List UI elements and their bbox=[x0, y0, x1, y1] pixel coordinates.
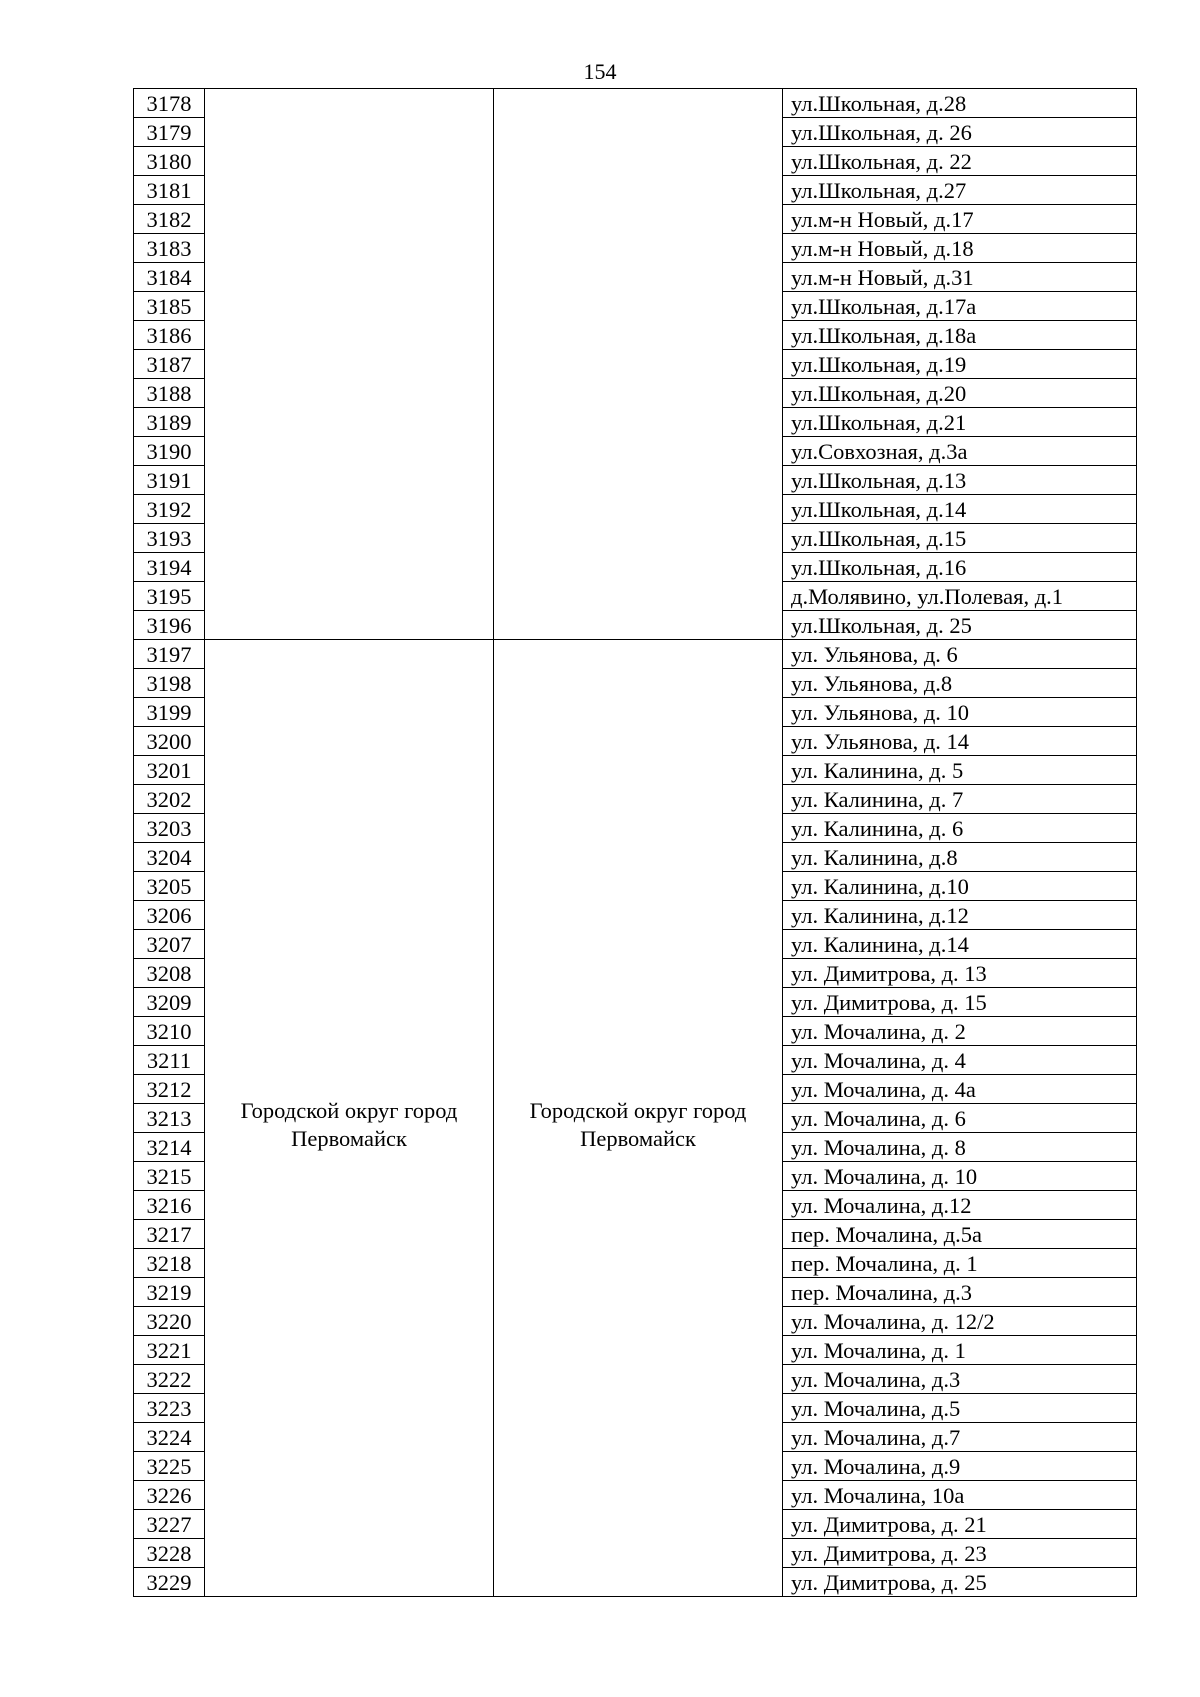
row-number-cell: 3210 bbox=[134, 1017, 205, 1046]
address-cell: ул.Школьная, д.13 bbox=[783, 466, 1137, 495]
address-cell: ул.Школьная, д. 22 bbox=[783, 147, 1137, 176]
row-number-cell: 3207 bbox=[134, 930, 205, 959]
row-number-cell: 3193 bbox=[134, 524, 205, 553]
address-cell: ул.Школьная, д.15 bbox=[783, 524, 1137, 553]
address-cell: ул. Мочалина, д. 1 bbox=[783, 1336, 1137, 1365]
address-cell: ул. Ульянова, д. 6 bbox=[783, 640, 1137, 669]
row-number-cell: 3201 bbox=[134, 756, 205, 785]
row-number-cell: 3211 bbox=[134, 1046, 205, 1075]
address-cell: ул. Мочалина, д. 6 bbox=[783, 1104, 1137, 1133]
row-number-cell: 3209 bbox=[134, 988, 205, 1017]
address-cell: ул.Совхозная, д.3а bbox=[783, 437, 1137, 466]
row-number-cell: 3221 bbox=[134, 1336, 205, 1365]
address-cell: ул.Школьная, д.21 bbox=[783, 408, 1137, 437]
row-number-cell: 3197 bbox=[134, 640, 205, 669]
row-number-cell: 3222 bbox=[134, 1365, 205, 1394]
row-number-cell: 3212 bbox=[134, 1075, 205, 1104]
address-cell: ул.Школьная, д.20 bbox=[783, 379, 1137, 408]
address-cell: д.Молявино, ул.Полевая, д.1 bbox=[783, 582, 1137, 611]
municipality-name: Городской округ город Первомайск bbox=[529, 1098, 747, 1151]
address-cell: ул. Мочалина, д. 12/2 bbox=[783, 1307, 1137, 1336]
row-number-cell: 3187 bbox=[134, 350, 205, 379]
address-cell: пер. Мочалина, д.5а bbox=[783, 1220, 1137, 1249]
address-cell: ул. Мочалина, д.5 bbox=[783, 1394, 1137, 1423]
address-cell: ул. Калинина, д. 6 bbox=[783, 814, 1137, 843]
address-cell: ул.м-н Новый, д.17 bbox=[783, 205, 1137, 234]
row-number-cell: 3225 bbox=[134, 1452, 205, 1481]
address-cell: ул. Калинина, д.12 bbox=[783, 901, 1137, 930]
row-number-cell: 3189 bbox=[134, 408, 205, 437]
address-cell: ул. Ульянова, д. 14 bbox=[783, 727, 1137, 756]
row-number-cell: 3186 bbox=[134, 321, 205, 350]
address-cell: ул.м-н Новый, д.31 bbox=[783, 263, 1137, 292]
address-cell: ул.Школьная, д. 26 bbox=[783, 118, 1137, 147]
address-cell: ул.м-н Новый, д.18 bbox=[783, 234, 1137, 263]
address-cell: ул. Мочалина, д.9 bbox=[783, 1452, 1137, 1481]
row-number-cell: 3185 bbox=[134, 292, 205, 321]
row-number-cell: 3191 bbox=[134, 466, 205, 495]
address-cell: пер. Мочалина, д. 1 bbox=[783, 1249, 1137, 1278]
address-cell: ул. Димитрова, д. 21 bbox=[783, 1510, 1137, 1539]
region-cell bbox=[205, 640, 494, 1597]
address-cell: ул. Мочалина, д. 4а bbox=[783, 1075, 1137, 1104]
row-number-cell: 3203 bbox=[134, 814, 205, 843]
row-number-cell: 3202 bbox=[134, 785, 205, 814]
row-number-cell: 3218 bbox=[134, 1249, 205, 1278]
row-number-cell: 3224 bbox=[134, 1423, 205, 1452]
address-cell: ул. Калинина, д. 7 bbox=[783, 785, 1137, 814]
row-number-cell: 3214 bbox=[134, 1133, 205, 1162]
table-row bbox=[134, 89, 1137, 118]
address-cell: пер. Мочалина, д.3 bbox=[783, 1278, 1137, 1307]
row-number-cell: 3190 bbox=[134, 437, 205, 466]
row-number-cell: 3208 bbox=[134, 959, 205, 988]
address-cell: ул.Школьная, д.17а bbox=[783, 292, 1137, 321]
row-number-cell: 3194 bbox=[134, 553, 205, 582]
row-number-cell: 3192 bbox=[134, 495, 205, 524]
row-number-cell: 3220 bbox=[134, 1307, 205, 1336]
row-number-cell: 3216 bbox=[134, 1191, 205, 1220]
municipality-cell bbox=[494, 89, 783, 640]
row-number-cell: 3178 bbox=[134, 89, 205, 118]
address-cell: ул. Калинина, д. 5 bbox=[783, 756, 1137, 785]
municipality-cell bbox=[494, 640, 783, 1597]
row-number-cell: 3226 bbox=[134, 1481, 205, 1510]
row-number-cell: 3179 bbox=[134, 118, 205, 147]
row-number-cell: 3219 bbox=[134, 1278, 205, 1307]
address-cell: ул. Мочалина, д.12 bbox=[783, 1191, 1137, 1220]
row-number-cell: 3200 bbox=[134, 727, 205, 756]
address-cell: ул.Школьная, д.27 bbox=[783, 176, 1137, 205]
address-cell: ул. Мочалина, д. 10 bbox=[783, 1162, 1137, 1191]
row-number-cell: 3181 bbox=[134, 176, 205, 205]
row-number-cell: 3198 bbox=[134, 669, 205, 698]
row-number-cell: 3199 bbox=[134, 698, 205, 727]
row-number-cell: 3184 bbox=[134, 263, 205, 292]
address-cell: ул. Мочалина, д.3 bbox=[783, 1365, 1137, 1394]
address-cell: ул. Калинина, д.10 bbox=[783, 872, 1137, 901]
row-number-cell: 3213 bbox=[134, 1104, 205, 1133]
address-cell: ул. Ульянова, д. 10 bbox=[783, 698, 1137, 727]
row-number-cell: 3182 bbox=[134, 205, 205, 234]
address-cell: ул.Школьная, д.19 bbox=[783, 350, 1137, 379]
address-cell: ул. Мочалина, д. 8 bbox=[783, 1133, 1137, 1162]
address-cell: ул. Димитрова, д. 15 bbox=[783, 988, 1137, 1017]
row-number-cell: 3206 bbox=[134, 901, 205, 930]
row-number-cell: 3223 bbox=[134, 1394, 205, 1423]
page-number: 154 bbox=[583, 59, 617, 84]
region-name: Городской округ город Первомайск bbox=[240, 1098, 458, 1151]
row-number-cell: 3228 bbox=[134, 1539, 205, 1568]
address-cell: ул. Ульянова, д.8 bbox=[783, 669, 1137, 698]
row-number-cell: 3188 bbox=[134, 379, 205, 408]
table-row bbox=[134, 640, 1137, 669]
row-number-cell: 3217 bbox=[134, 1220, 205, 1249]
address-cell: ул. Димитрова, д. 13 bbox=[783, 959, 1137, 988]
row-number-cell: 3195 bbox=[134, 582, 205, 611]
address-cell: ул. Мочалина, д. 2 bbox=[783, 1017, 1137, 1046]
address-cell: ул. Калинина, д.8 bbox=[783, 843, 1137, 872]
row-number-cell: 3196 bbox=[134, 611, 205, 640]
address-cell: ул.Школьная, д.28 bbox=[783, 89, 1137, 118]
address-cell: ул.Школьная, д.16 bbox=[783, 553, 1137, 582]
address-cell: ул. Мочалина, д.7 bbox=[783, 1423, 1137, 1452]
address-cell: ул.Школьная, д.18а bbox=[783, 321, 1137, 350]
row-number-cell: 3229 bbox=[134, 1568, 205, 1597]
row-number-cell: 3180 bbox=[134, 147, 205, 176]
address-table-body bbox=[134, 89, 1137, 1597]
address-cell: ул. Димитрова, д. 23 bbox=[783, 1539, 1137, 1568]
row-number-cell: 3205 bbox=[134, 872, 205, 901]
address-cell: ул. Мочалина, д. 4 bbox=[783, 1046, 1137, 1075]
address-table bbox=[133, 88, 1137, 1597]
address-cell: ул. Димитрова, д. 25 bbox=[783, 1568, 1137, 1597]
row-number-cell: 3183 bbox=[134, 234, 205, 263]
row-number-cell: 3215 bbox=[134, 1162, 205, 1191]
address-cell: ул. Мочалина, 10а bbox=[783, 1481, 1137, 1510]
address-cell: ул.Школьная, д.14 bbox=[783, 495, 1137, 524]
address-cell: ул. Калинина, д.14 bbox=[783, 930, 1137, 959]
row-number-cell: 3204 bbox=[134, 843, 205, 872]
address-cell: ул.Школьная, д. 25 bbox=[783, 611, 1137, 640]
row-number-cell: 3227 bbox=[134, 1510, 205, 1539]
region-cell bbox=[205, 89, 494, 640]
